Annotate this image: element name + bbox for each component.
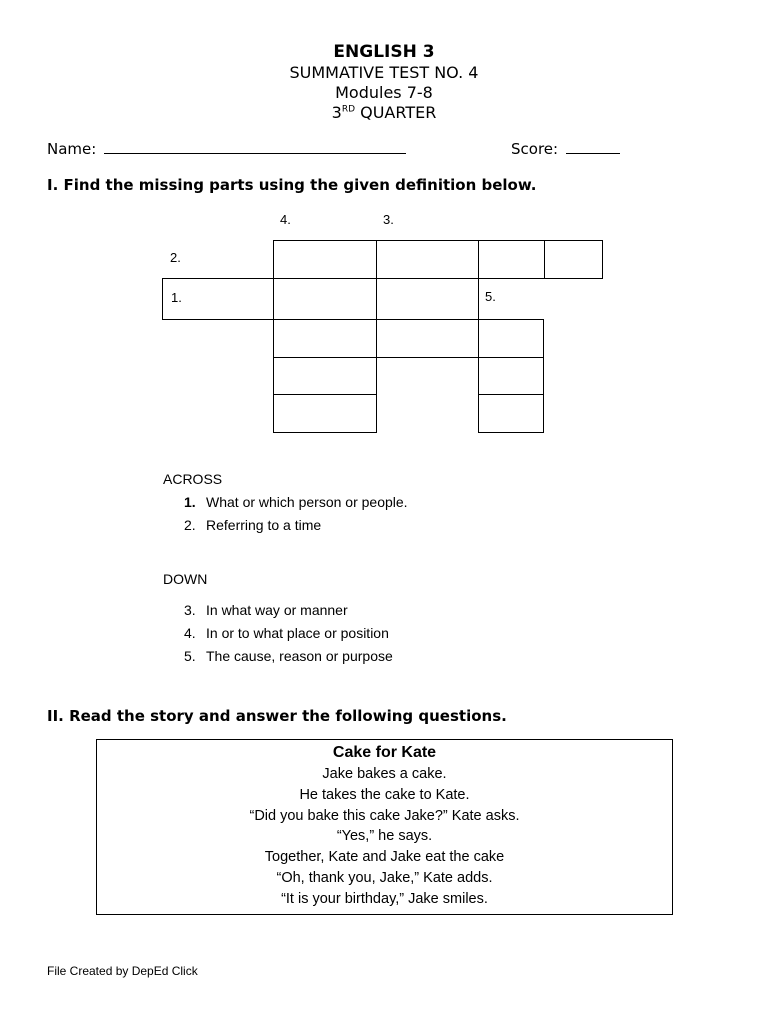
- down-clue-5: [184, 648, 393, 664]
- clue-text: Referring to a time: [206, 517, 322, 533]
- grid-number-4: 4.: [280, 212, 291, 227]
- story-line: Together, Kate and Jake eat the cake: [264, 849, 505, 866]
- grid-cell[interactable]: [376, 278, 479, 320]
- clue-text: What or which person or people.: [206, 494, 408, 510]
- clue-number: 3.: [184, 602, 196, 618]
- quarter-line: [0, 103, 768, 122]
- score-field: [511, 139, 620, 158]
- grid-cell[interactable]: [376, 319, 479, 358]
- name-label: Name:: [47, 140, 97, 158]
- story-line: He takes the cake to Kate.: [299, 786, 470, 803]
- down-clue-3: [184, 602, 348, 618]
- score-label: Score:: [511, 140, 559, 158]
- modules-line: Modules 7-8: [335, 83, 433, 102]
- grid-cell[interactable]: [273, 394, 377, 433]
- story-line: “Did you bake this cake Jake?” Kate asks.: [249, 807, 520, 824]
- story-line: “Yes,” he says.: [336, 828, 433, 845]
- name-blank[interactable]: [104, 139, 406, 154]
- across-clue-2: [184, 517, 321, 533]
- story-title: Cake for Kate: [332, 744, 437, 761]
- grid-cell[interactable]: [162, 278, 274, 320]
- story-line: “Oh, thank you, Jake,” Kate adds.: [276, 869, 493, 886]
- down-clue-4: [184, 625, 389, 641]
- grid-number-2: 2.: [170, 250, 181, 265]
- story-body: [97, 764, 672, 910]
- clue-text: The cause, reason or purpose: [206, 648, 393, 664]
- grid-cell[interactable]: [273, 278, 377, 320]
- clue-number: 2.: [184, 517, 196, 533]
- clue-number: 5.: [184, 648, 196, 664]
- across-clue-1: [184, 494, 408, 510]
- across-title: ACROSS: [163, 471, 223, 487]
- grid-cell[interactable]: [478, 319, 544, 358]
- grid-cell[interactable]: [478, 357, 544, 395]
- clue-number: 1.: [184, 494, 196, 510]
- grid-number-5: 5.: [485, 289, 496, 304]
- grid-cell[interactable]: [376, 240, 479, 279]
- grid-number-3: 3.: [383, 212, 394, 227]
- clue-text: In what way or manner: [206, 602, 348, 618]
- score-blank[interactable]: [566, 139, 620, 154]
- grid-cell[interactable]: [273, 319, 377, 358]
- subject-title: ENGLISH 3: [333, 42, 435, 62]
- quarter-word: QUARTER: [360, 103, 437, 122]
- quarter-number: 3: [331, 103, 342, 122]
- down-title: DOWN: [163, 571, 208, 587]
- clue-number: 4.: [184, 625, 196, 641]
- section-1-heading: I. Find the missing parts using the given definition below.: [47, 176, 537, 194]
- section-2-heading: II. Read the story and answer the following questions.: [47, 707, 507, 725]
- footer-credit: File Created by DepEd Click: [47, 964, 198, 978]
- grid-cell[interactable]: [544, 240, 603, 279]
- grid-cell[interactable]: [273, 357, 377, 395]
- test-title: SUMMATIVE TEST NO. 4: [289, 63, 479, 82]
- story-box: [96, 739, 673, 915]
- clue-text: In or to what place or position: [206, 625, 389, 641]
- grid-cell[interactable]: [273, 240, 377, 279]
- story-line: Jake bakes a cake.: [322, 766, 447, 782]
- grid-number-1: 1.: [171, 290, 182, 305]
- quarter-superscript: RD: [341, 104, 356, 115]
- story-line: “It is your birthday,” Jake smiles.: [281, 890, 488, 907]
- grid-cell[interactable]: [478, 394, 544, 433]
- name-field: [47, 139, 406, 158]
- grid-cell[interactable]: [478, 240, 545, 279]
